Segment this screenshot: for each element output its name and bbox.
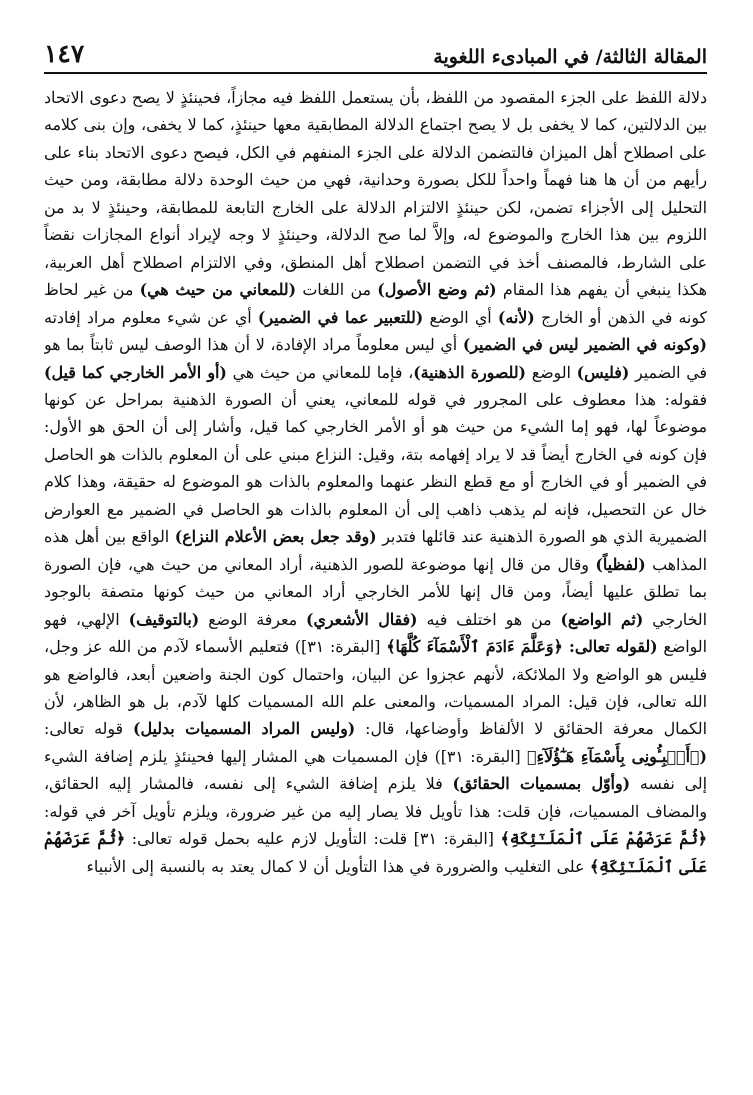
- bold-phrase: ﴿ثُمَّ عَرَضَهُمْ عَلَى ٱلْمَلَـٰٓئِكَةِ﴾: [44, 829, 707, 876]
- text-segment: من اللغات: [296, 280, 378, 300]
- bold-phrase: (لأنه): [497, 307, 535, 327]
- text-segment: [البقرة: ٣١]) فإن المسميات هي المشار إليها فحينئذٍ يلزم إضافة الشيء إلى نفسه: [44, 746, 707, 794]
- bold-phrase: (بالتوقيف): [128, 609, 200, 629]
- bold-phrase: (أو الأمر الخارجي كما قيل): [44, 362, 227, 382]
- text-segment: الإلهي، فهو الواضع: [44, 609, 707, 657]
- text-segment: ، فإما للمعاني من حيث هي: [226, 362, 414, 382]
- text-segment: وقال من قال إنها موضوعة للصور الذهنية، أراد المعاني من حيث هي، فإن الصورة بما تطلق عليها أيضاً، ومن قال إنها للأمر الخارجي أراد المعاني من حيث كونها متصفة بالوجود الخارجي: [44, 554, 707, 629]
- bold-phrase: (وأوّل بمسميات الحقائق): [452, 774, 631, 794]
- text-segment: أي ليس معلوماً مراد الإفادة، لا أن هذا الوصف ليس ثابتاً بما هو في الضمير: [44, 335, 707, 382]
- text-segment: من هو اختلف فيه: [417, 609, 561, 629]
- text-segment: فلا يلزم إضافة الشيء إلى نفسه، فالمشار إليه الحقائق، والمضاف المسميات، فإن قلت: هذا تأويل فلا يصار إليه من غير ضرورة، ويلزم تأويل آخر في قوله:: [44, 774, 707, 821]
- text-segment: الوضع: [526, 362, 577, 382]
- text-segment: فقوله: هذا معطوف على المجرور في قوله للمعاني، يعني أن الصورة الذهنية بمراحل عن كونها موضوعاً لها، فهو إما الشيء من حيث هو أو الأمر الخارجي كما قيل، وأشار إلى أن الحق هو الأول: فإن كونه في الخارج أيضاً قد لا يراد إفهامه بتة، وقيل: النزاع مبني على أن المعلوم بالذات هو الحاصل في الضمير أو في الخارج أو مع قطع النظر عنهما والمعلوم بالذات هو الموضوع له حقيقة، وهذا كلام خال عن التحصيل، فإنه لم يذهب ذاهب إلى أن المعلوم بالذات هو الحاصل في الضمير مع العوارض الضميرية الذي هو الصورة الذهنية عند قائلها فتدبر: [44, 389, 707, 547]
- bold-phrase: (للتعبير عما في الضمير): [257, 307, 424, 327]
- text-segment: دلالة اللفظ على الجزء المقصود من اللفظ، بأن يستعمل اللفظ فيه مجازاً، فحينئذٍ لا يصح دعوى الاتحاد بين الدلالتين، كما لا يخفى بل لا يصح اجتماع الدلالة المطابقية معها حينئذٍ، كما لا يخفى، وإن بنى كلامه على اصطلاح أهل الميزان فالتضمن الدلالة على الجزء المنفهم في الكل، فيصح دعوى الاتحاد بناء على رأيهم من أن ها هنا فهماً واحداً للكل بصورة وحدانية، فهي من حيث الوحدة دلالة مطابقة، ومن حيث التحليل إلى الأجزاء تضمن، لكن حينئذٍ الالتزام الدلالة على الخارج التابعة للمطابقة، وحينئذٍ لا بد من اللزوم بين هذا الخارج والموضوع له، وإلاَّ لما صح الدلالة، وحينئذٍ لا وجه لإيراد أنواع المجازات نقضاً على الشارط، فالمصنف أخذ في التضمن اصطلاح أهل المنطق، وفي الالتزام اصطلاح أهل العربية، هكذا ينبغي أن يفهم هذا المقام: [44, 88, 707, 300]
- text-segment: أي الوضع: [423, 307, 498, 327]
- text-segment: الواقع بين أهل هذه المذاهب: [44, 527, 707, 574]
- body-paragraph: [44, 84, 707, 880]
- bold-phrase: (فقال الأشعري): [306, 609, 418, 629]
- text-segment: [البقرة: ٣١] قلت: التأويل لازم عليه بحمل قوله تعالى:: [125, 829, 501, 849]
- bold-phrase: (للصورة الذهنية): [413, 362, 526, 382]
- bold-phrase: (وقد جعل بعض الأعلام النزاع): [174, 527, 377, 547]
- bold-phrase: (للمعاني من حيث هي): [139, 280, 297, 300]
- text-segment: من غير لحاظ كونه في الذهن أو الخارج: [44, 280, 707, 327]
- page-header: [44, 34, 707, 74]
- bold-phrase: (لفظياً): [595, 554, 646, 574]
- bold-phrase: (﴿أَنۢبِـُٔونِى بِأَسْمَآءِ هَـٰٓؤُلَآءِ﴾: [527, 746, 707, 766]
- bold-phrase: ﴿ثُمَّ عَرَضَهُمْ عَلَى ٱلْمَلَـٰٓئِكَةِ﴾: [500, 829, 707, 849]
- text-segment: قوله تعالى:: [44, 719, 133, 739]
- bold-phrase: (فليس): [576, 362, 630, 382]
- page-body: [44, 84, 707, 1085]
- bold-phrase: (لقوله تعالى: ﴿وَعَلَّمَ ءَادَمَ ٱلْأَسْمَآءَ كُلَّهَا﴾: [386, 637, 658, 657]
- bold-phrase: (ثم الواضع): [560, 609, 644, 629]
- bold-phrase: (وكونه في الضمير ليس في الضمير): [462, 335, 707, 355]
- text-segment: على التغليب والضرورة في هذا التأويل أن لا كمال يعتد به بالنسبة إلى الأنبياء: [86, 856, 590, 876]
- running-title: المقالة الثالثة/ في المبادىء اللغوية: [433, 46, 707, 68]
- bold-phrase: (ثم وضع الأصول): [377, 280, 497, 300]
- bold-phrase: (وليس المراد المسميات بدليل): [133, 719, 356, 739]
- text-segment: أي عن شيء معلوم مراد إفادته: [44, 307, 258, 327]
- text-segment: معرفة الوضع: [199, 609, 306, 629]
- text-segment: [البقرة: ٣١]) فتعليم الأسماء لآدم من الله عز وجل، فليس هو الواضع ولا الملائكة، لأنهم عجزوا عن البيان، واحتمال كون الجنة واضعين أبعد، فالواضع هو الله تعالى، فإن قيل: المراد المسميات، والمعنى علم الله المسميات كلها لآدم، بل هو الظاهر، لأن الكمال معرفة الحقائق لا الألفاظ وأوضاعها، قال:: [44, 637, 707, 739]
- page-number: ١٤٧: [44, 39, 85, 68]
